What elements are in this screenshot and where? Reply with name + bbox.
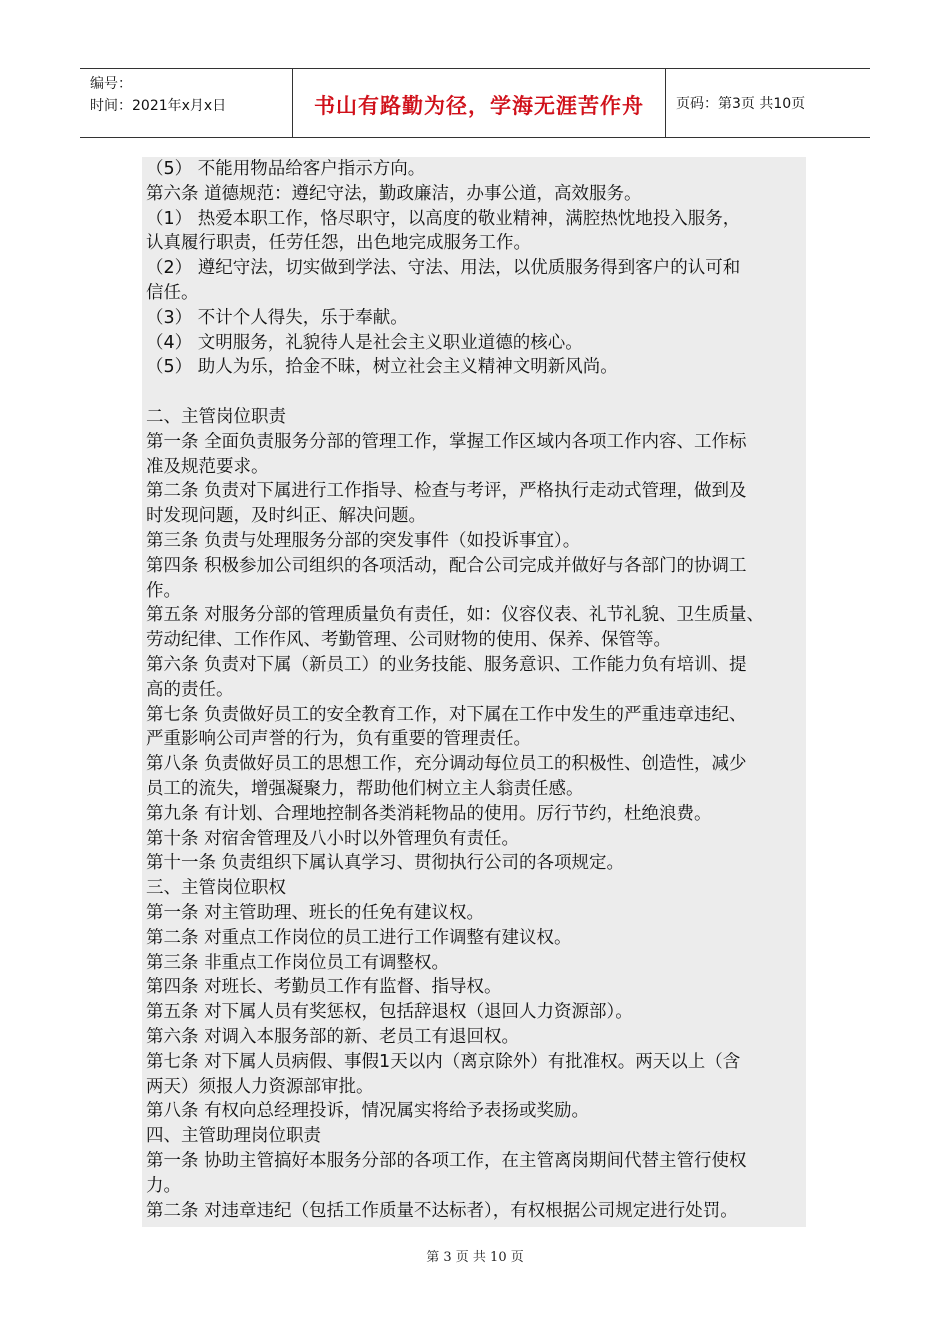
- text-line: 第九条 有计划、合理地控制各类消耗物品的使用。厉行节约，杜绝浪费。: [146, 803, 712, 824]
- text-line: 二、主管岗位职责: [146, 407, 286, 427]
- text-line: 信任。: [146, 283, 199, 303]
- text-line: 第八条 有权向总经理投诉，情况属实将给予表扬或奖励。: [146, 1101, 590, 1122]
- text-line: 第二条 对违章违纪（包括工作质量不达标者），有权根据公司规定进行处罚。: [146, 1200, 738, 1221]
- text-line: 高的责任。: [146, 679, 234, 700]
- text-line: 四、主管助理岗位职责: [146, 1126, 321, 1147]
- header-motto-cell: [292, 69, 666, 137]
- header-page-info: 页码：第3页 共10页: [676, 96, 806, 112]
- text-line: 作。: [146, 580, 181, 601]
- text-line: 第七条 对下属人员病假、事假1天以内（离京除外）有批准权。两天以上（含: [146, 1051, 741, 1072]
- text-line: 认真履行职责，任劳任怨，出色地完成服务工作。: [146, 233, 531, 254]
- text-line: 准及规范要求。: [146, 456, 269, 477]
- text-line: 第六条 道德规范：遵纪守法，勤政廉洁，办事公道，高效服务。: [146, 183, 642, 204]
- text-line: 第一条 全面负责服务分部的管理工作，掌握工作区域内各项工作内容、工作标: [146, 431, 747, 452]
- document-date-label: 时间：2021年x月x日: [90, 98, 227, 114]
- text-line: 第四条 积极参加公司组织的各项活动，配合公司完成并做好与各部门的协调工: [146, 555, 747, 576]
- text-line: 时发现问题，及时纠正、解决问题。: [146, 506, 426, 527]
- text-line: 第六条 对调入本服务部的新、老员工有退回权。: [146, 1027, 520, 1047]
- text-line: 第五条 对服务分部的管理质量负有责任，如：仪容仪表、礼节礼貌、卫生质量、: [146, 605, 765, 626]
- text-line: 第六条 负责对下属（新员工）的业务技能、服务意识、工作能力负有培训、提: [146, 655, 747, 675]
- text-line: （4） 文明服务，礼貌待人是社会主义职业道德的核心。: [146, 332, 583, 353]
- text-line: 第五条 对下属人员有奖惩权，包括辞退权（退回人力资源部）。: [146, 1002, 633, 1023]
- text-line: （3） 不计个人得失，乐于奉献。: [146, 307, 408, 328]
- header-page-cell: [666, 69, 870, 137]
- text-line: 第八条 负责做好员工的思想工作，充分调动每位员工的积极性、创造性，减少: [146, 754, 747, 775]
- document-body: [142, 157, 806, 1227]
- text-line: （5） 不能用物品给客户指示方向。: [146, 159, 426, 179]
- text-line: 劳动纪律、工作作风、考勤管理、公司财物的使用、保养、保管等。: [146, 630, 671, 651]
- header-left-cell: [80, 69, 292, 137]
- page-header: [80, 68, 870, 138]
- text-line: （1） 热爱本职工作，恪尽职守，以高度的敬业精神，满腔热忱地投入服务，: [146, 208, 741, 229]
- text-line: 第十一条 负责组织下属认真学习、贯彻执行公司的各项规定。: [146, 853, 625, 874]
- text-line: 第一条 协助主管搞好本服务分部的各项工作，在主管离岗期间代替主管行使权: [146, 1151, 747, 1171]
- text-line: 严重影响公司声誉的行为，负有重要的管理责任。: [146, 729, 531, 750]
- page-footer: 第 3 页 共 10 页: [426, 1250, 524, 1265]
- text-line: 第三条 非重点工作岗位员工有调整权。: [146, 952, 450, 973]
- document-code-label: 编号：: [90, 76, 132, 92]
- text-line: 第十条 对宿舍管理及八小时以外管理负有责任。: [146, 828, 520, 849]
- text-line: 三、主管岗位职权: [146, 878, 286, 899]
- text-line: 第二条 负责对下属进行工作指导、检查与考评，严格执行走动式管理，做到及: [146, 481, 747, 502]
- header-motto: 书山有路勤为径，学海无涯苦作舟: [314, 94, 644, 118]
- text-line: 两天）须报人力资源部审批。: [146, 1076, 374, 1097]
- text-line: 第七条 负责做好员工的安全教育工作，对下属在工作中发生的严重违章违纪、: [146, 704, 747, 725]
- text-line: 第一条 对主管助理、班长的任免有建议权。: [146, 903, 485, 923]
- text-line: 力。: [146, 1175, 181, 1196]
- text-line: 第四条 对班长、考勤员工作有监督、指导权。: [146, 977, 502, 998]
- text-line: 员工的流失，增强凝聚力，帮助他们树立主人翁责任感。: [146, 779, 584, 799]
- text-line: （5） 助人为乐，拾金不昧，树立社会主义精神文明新风尚。: [146, 357, 618, 378]
- text-line: 第三条 负责与处理服务分部的突发事件（如投诉事宜）。: [146, 531, 581, 551]
- text-line: （2） 遵纪守法，切实做到学法、守法、用法，以优质服务得到客户的认可和: [146, 258, 741, 279]
- text-line: 第二条 对重点工作岗位的员工进行工作调整有建议权。: [146, 927, 572, 948]
